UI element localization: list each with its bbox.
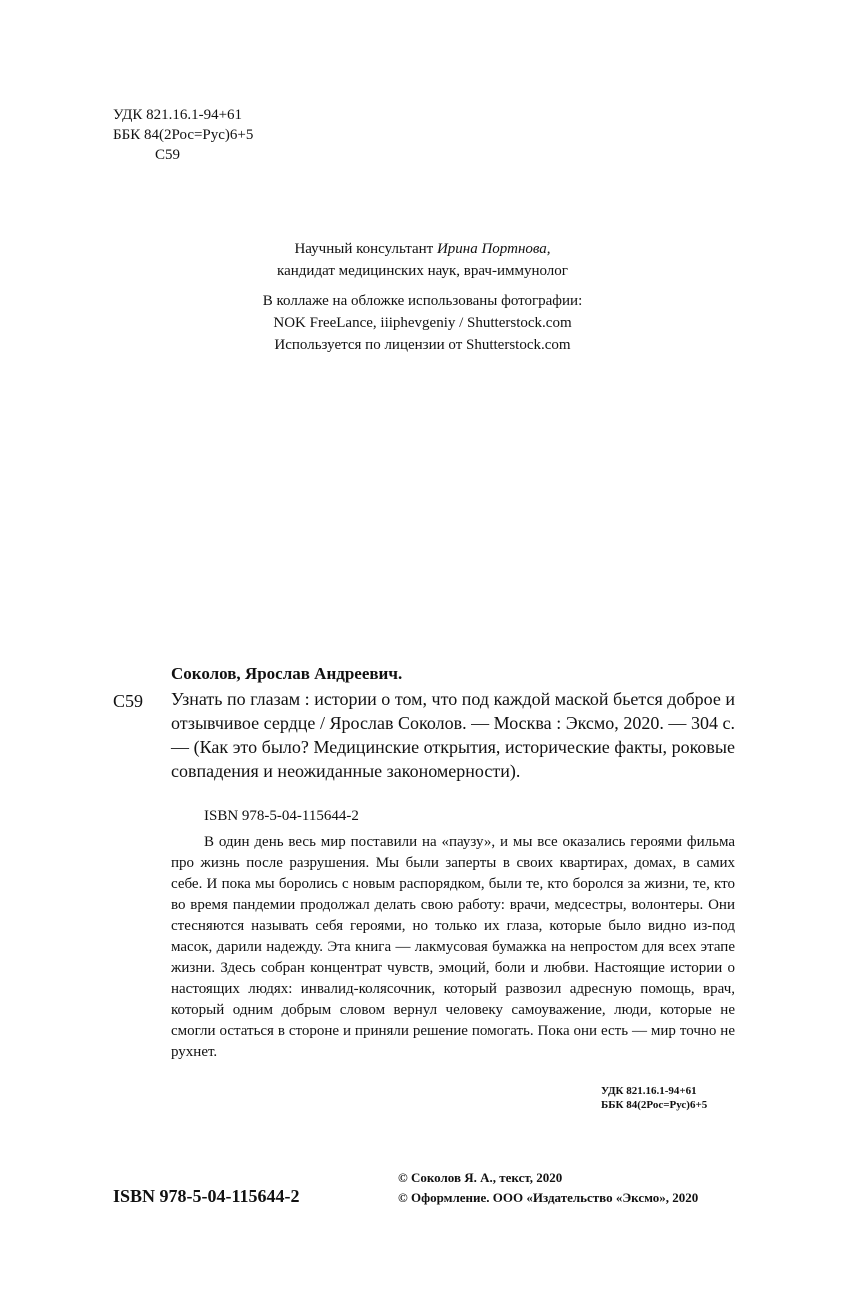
bbk-code-bottom: ББК 84(2Рос=Рус)6+5 [601,1099,708,1111]
photo-credit-line-1: В коллаже на обложке использованы фотографии: [262,293,583,309]
photo-credit-line-3: Используется по лицензии от Shutterstock.com [274,337,571,353]
consultant-line [0,238,845,260]
photo-credit-line-2: NOK FreeLance, iiiphevgeniy / Shutterstock.com [273,315,572,331]
consultant-name: Ирина Портнова, [436,241,551,257]
consultant-title: кандидат медицинских наук, врач-иммунолог [277,263,568,279]
record-author: Соколов, Ярослав Андреевич. [171,664,403,683]
record-isbn: ISBN 978-5-04-115644-2 [204,808,359,824]
udk-code-bottom: УДК 821.16.1-94+61 [601,1085,697,1097]
copyright-text: © Соколов Я. А., текст, 2020 [398,1170,563,1185]
consultant-prefix: Научный консультант [294,241,437,257]
credits-block [0,238,845,356]
record-author-sign: С59 [113,691,144,711]
bbk-code: ББК 84(2Рос=Рус)6+5 [113,127,254,143]
udk-code: УДК 821.16.1-94+61 [113,107,243,123]
record-annotation: В один день весь мир поставили на «паузу», и мы все оказались героями фильма про жизнь после разрушения. Мы были заперты в своих квартирах, домах, в самих себе. И пока мы боролись с новым распорядком, были те, кто боролся за жизни, те, кто во время пандемии продолжал делать свою работу: врачи, медсестры, волонтеры. Они стесняются называть себя героями, но только их глаза, которые было видно из-под масок, дарили надежду. Эта книга — лакмусовая бумажка на непростом для всех этапе жизни. Здесь собран концентрат чувств, эмоций, боли и любви. Настоящие истории о настоящих людях: инвалид-колясочник, который развозил адресную помощь, врач, который одним добрым словом вернул человеку самоуважение, люди, которые не смогли остаться в стороне и приняли решение помогать. Пока они есть — мир точно не рухнет. [171,834,735,1060]
copyright-design: © Оформление. ООО «Издательство «Эксмо», 2020 [398,1190,699,1205]
record-description: Узнать по глазам : истории о том, что под каждой маской бьется доброе и отзывчивое сердце / Ярослав Соколов. — Москва : Эксмо, 2020. — 304 с. — (Как это было? Медицинские открытия, исторические факты, роковые совпадения и неожиданные закономерности). [171,689,735,781]
isbn-footer: ISBN 978-5-04-115644-2 [113,1186,300,1206]
author-sign: С59 [155,147,181,163]
udk-block-top [113,105,253,165]
udk-block-bottom [601,1084,707,1112]
copyright-block [398,1168,698,1208]
